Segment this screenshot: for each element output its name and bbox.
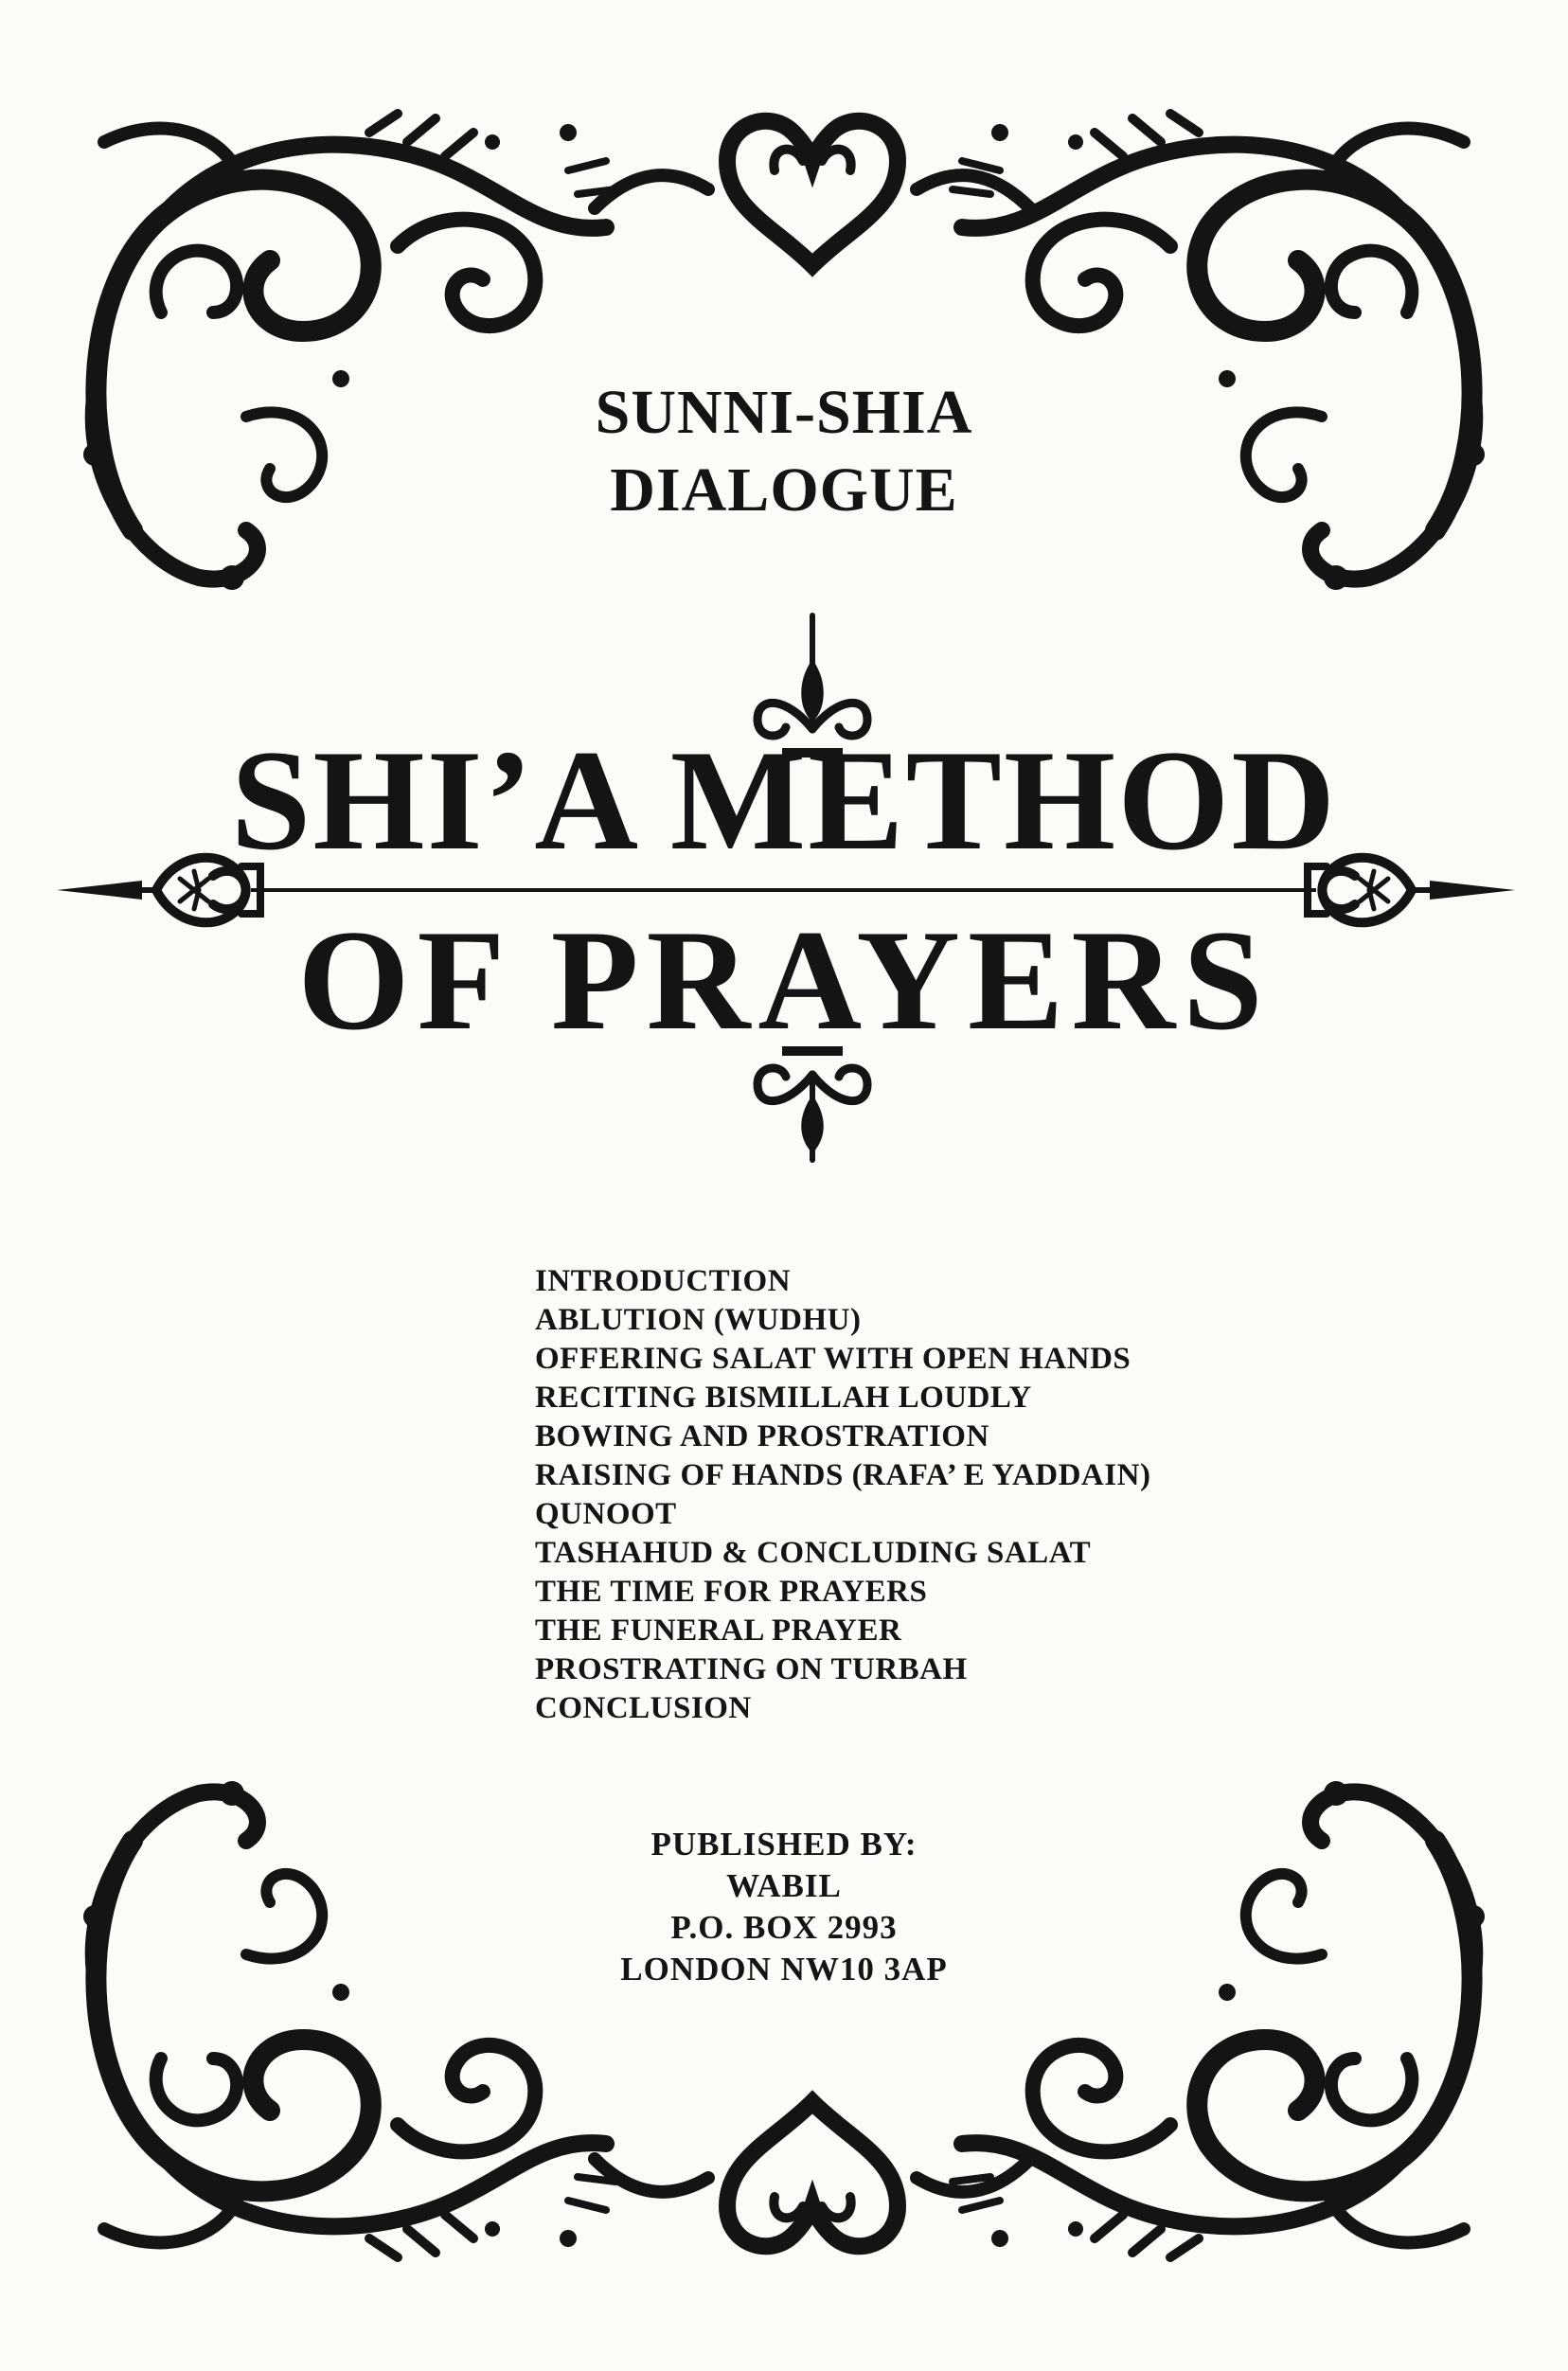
publisher-address: LONDON NW10 3AP	[620, 1951, 948, 1988]
series-title-line2: DIALOGUE	[610, 455, 958, 525]
publisher-label: PUBLISHED BY:	[650, 1826, 918, 1863]
list-item: THE TIME FOR PRAYERS	[535, 1575, 928, 1609]
list-item: INTRODUCTION	[535, 1264, 792, 1298]
list-item: THE FUNERAL PRAYER	[535, 1613, 902, 1648]
contents-list	[535, 1262, 1150, 1728]
list-item: RECITING BISMILLAH LOUDLY	[535, 1381, 1032, 1415]
list-item: ABLUTION (WUDHU)	[535, 1303, 862, 1337]
book-title-line1: SHI’A METHOD	[230, 721, 1338, 880]
publisher-po-box: P.O. BOX 2993	[670, 1909, 898, 1946]
list-item: TASHAHUD & CONCLUDING SALAT	[535, 1536, 1092, 1570]
list-item: RAISING OF HANDS (RAFA’ E YADDAIN)	[535, 1458, 1151, 1492]
list-item: BOWING AND PROSTRATION	[535, 1419, 989, 1453]
list-item: QUNOOT	[535, 1497, 677, 1531]
series-title	[0, 374, 1568, 529]
book-title-line2: OF PRAYERS	[297, 900, 1271, 1060]
series-title-line1: SUNNI-SHIA	[595, 378, 973, 447]
publisher-name: WABIL	[726, 1867, 842, 1904]
list-item: OFFERING SALAT WITH OPEN HANDS	[535, 1342, 1131, 1376]
publisher-block	[0, 1824, 1568, 1990]
list-item: CONCLUSION	[535, 1691, 752, 1725]
list-item: PROSTRATING ON TURBAH	[535, 1652, 968, 1686]
